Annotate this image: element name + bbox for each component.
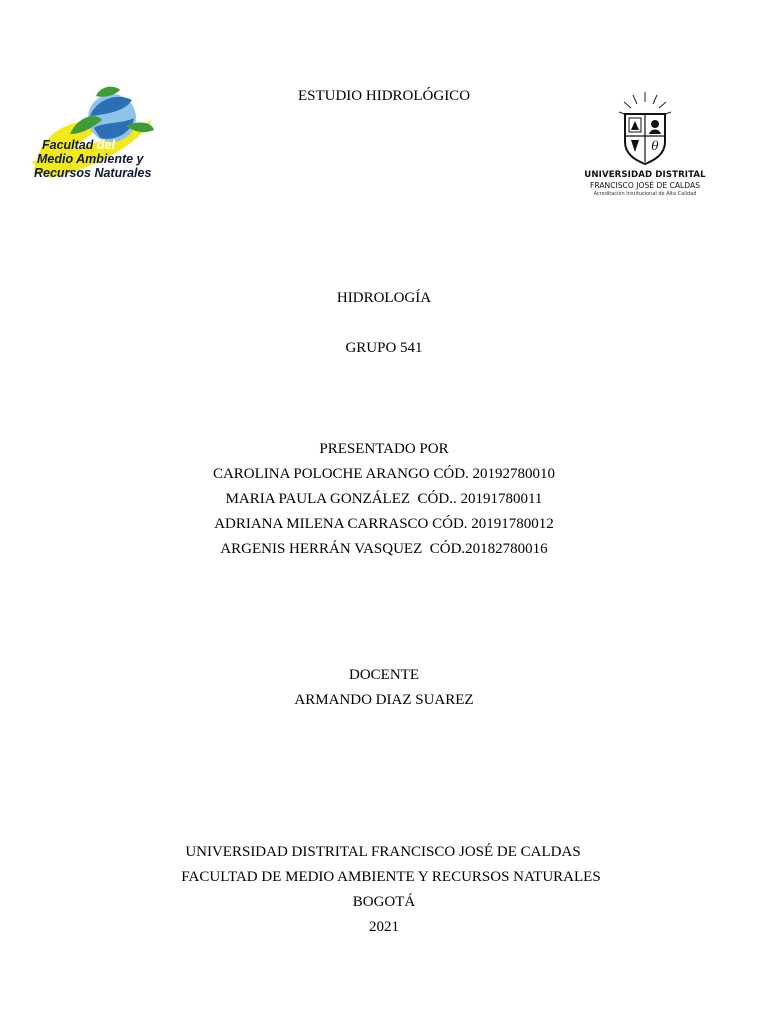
university-logo <box>583 90 707 200</box>
university-logo-tagline: Acreditación Institucional de Alta Calidad <box>593 191 697 197</box>
faculty-logo-line1: Facultad del <box>42 138 115 152</box>
subject-name: HIDROLOGÍA <box>336 290 432 306</box>
group-name: GRUPO 541 <box>345 340 423 356</box>
university-logo-name: UNIVERSIDAD DISTRITAL <box>584 170 706 180</box>
student-line: CAROLINA POLOCHE ARANGO CÓD. 20192780010 <box>212 466 556 482</box>
svg-text:θ: θ <box>651 139 659 153</box>
footer-university: UNIVERSIDAD DISTRITAL FRANCISCO JOSÉ DE CALDAS <box>185 844 581 860</box>
teacher-label: DOCENTE <box>349 667 419 683</box>
document-title: ESTUDIO HIDROLÓGICO <box>297 88 471 104</box>
faculty-logo-line3: Recursos Naturales <box>34 166 152 180</box>
student-line: ADRIANA MILENA CARRASCO CÓD. 20191780012 <box>214 516 554 532</box>
teacher-name: ARMANDO DIAZ SUAREZ <box>294 692 474 708</box>
presented-by-label: PRESENTADO POR <box>319 441 449 457</box>
footer-city: BOGOTÁ <box>352 894 416 910</box>
footer-faculty: FACULTAD DE MEDIO AMBIENTE Y RECURSOS NATURALES <box>181 869 601 885</box>
university-logo-subname: FRANCISCO JOSÉ DE CALDAS <box>589 181 701 190</box>
faculty-logo-line2: Medio Ambiente y <box>37 152 144 166</box>
student-line: MARIA PAULA GONZÁLEZ CÓD.. 20191780011 <box>225 491 543 507</box>
student-line: ARGENIS HERRÁN VASQUEZ CÓD.20182780016 <box>220 541 548 557</box>
footer-year: 2021 <box>369 919 399 935</box>
